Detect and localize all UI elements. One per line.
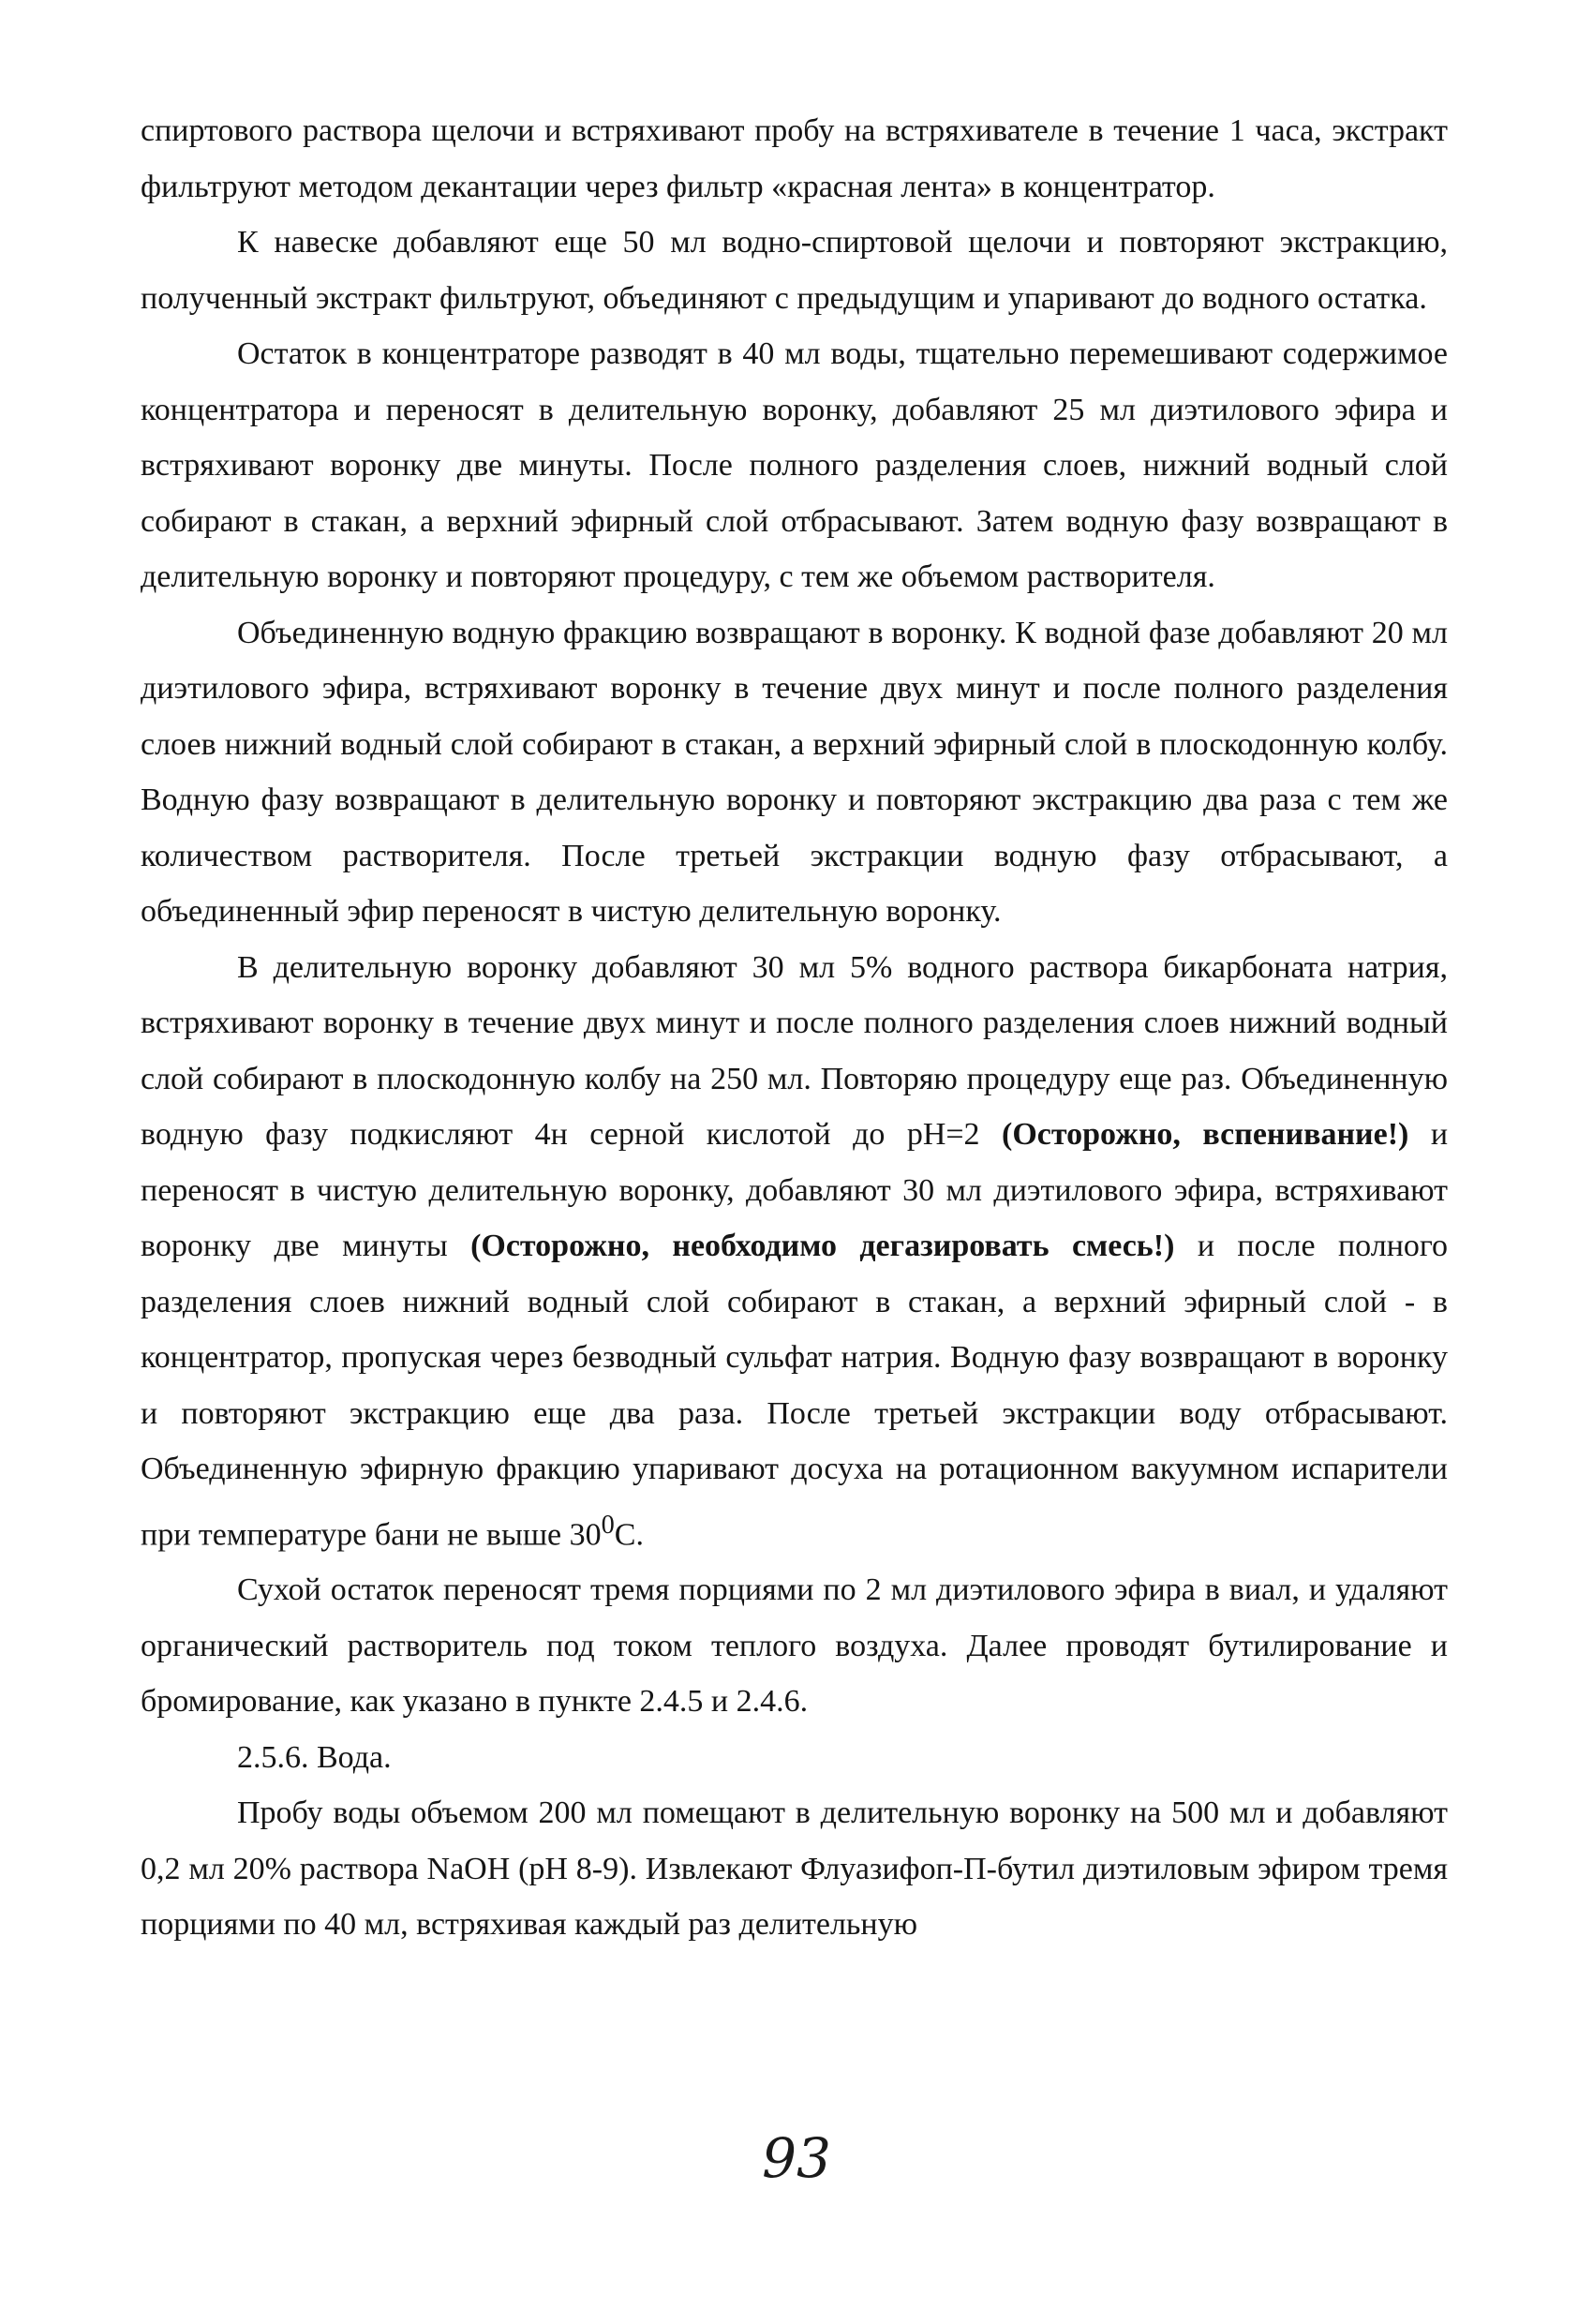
section-heading-text: 2.5.6. Вода. (237, 1739, 392, 1775)
paragraph-text: спиртового раствора щелочи и встряхивают пробу на встряхивателе в течение 1 часа, экстракт фильтруют методом декантации через фильтр «красная лента» в концентратор. (141, 113, 1448, 204)
paragraph-text: и после полного разделения слоев нижний водный слой собирают в стакан, а верхний эфирный слой - в концентратор, пропуская через безводный сульфат натрия. Водную фазу возвращают в воронку и повторяют экстракцию еще два раза. После третьей экстракции воду отбрасывают. Объединенную эфирную фракцию упаривают досуха на ротационном вакуумном испарители при температуре бани не выше 30 (141, 1229, 1448, 1552)
paragraph-text: Сухой остаток переносят тремя порциями по 2 мл диэтилового эфира в виал, и удаляют органический растворитель под током теплого воздуха. Далее проводят бутилирование и бромирование, как указано в пункте 2.4.5 и 2.4.6. (141, 1572, 1448, 1720)
paragraph-2 (141, 215, 1448, 326)
paragraph-text: Объединенную водную фракцию возвращают в воронку. К водной фазе добавляют 20 мл диэтилового эфира, встряхивают воронку в течение двух минут и после полного разделения слоев нижний водный слой собирают в стакан, а верхний эфирный слой в плоскодонную колбу. Водную фазу возвращают в делительную воронку и повторяют экстракцию два раза с тем же количеством растворителя. После третьей экстракции водную фазу отбрасывают, а объединенный эфир переносят в чистую делительную воронку. (141, 615, 1448, 929)
paragraph-text: К навеске добавляют еще 50 мл водно-спиртовой щелочи и повторяют экстракцию, полученный экстракт фильтруют, объединяют с предыдущим и упаривают до водного остатка. (141, 225, 1448, 316)
warning-foaming: (Осторожно, вспенивание!) (1002, 1117, 1409, 1152)
paragraph-text: Остаток в концентраторе разводят в 40 мл воды, тщательно перемешивают содержимое концентратора и переносят в делительную воронку, добавляют 25 мл диэтилового эфира и встряхивают воронку две минуты. После полного разделения слоев, нижний водный слой собирают в стакан, а верхний эфирный слой отбрасывают. Затем водную фазу возвращают в делительную воронку и повторяют процедуру, с тем же объемом растворителя. (141, 336, 1448, 594)
paragraph-text: Пробу воды объемом 200 мл помещают в делительную воронку на 500 мл и добавляют 0,2 мл 20% раствора NaOH (pH 8-9). Извлекают Флуазифоп-П-бутил диэтиловым эфиром тремя порциями по 40 мл, встряхивая каждый раз делительную (141, 1795, 1448, 1943)
paragraph-4 (141, 605, 1448, 940)
paragraph-text: и переносят в чистую делительную воронку, добавляют 30 мл диэтилового эфира, встряхивают воронку две минуты (141, 1117, 1449, 1263)
paragraph-text: С. (614, 1516, 644, 1552)
paragraph-text: В делительную воронку добавляют 30 мл 5% водного раствора бикарбоната натрия, встряхивают воронку в течение двух минут и после полного разделения слоев нижний водный слой собирают в плоскодонную колбу на 250 мл. Повторяю процедуру еще раз. Объединенную водную фазу подкисляют 4н серной кислотой до pH=2 (141, 949, 1448, 1152)
paragraph-5 (141, 940, 1448, 1563)
page-number: 93 (762, 2126, 831, 2190)
document-body (141, 103, 1448, 1953)
paragraph-6 (141, 1562, 1448, 1730)
degree-superscript: 0 (601, 1510, 615, 1540)
section-heading-2-5-6 (141, 1730, 1448, 1786)
warning-degas: (Осторожно, необходимо дегазировать смесь!) (470, 1229, 1175, 1263)
paragraph-3 (141, 326, 1448, 605)
paragraph-1 (141, 103, 1448, 215)
paragraph-7 (141, 1785, 1448, 1953)
